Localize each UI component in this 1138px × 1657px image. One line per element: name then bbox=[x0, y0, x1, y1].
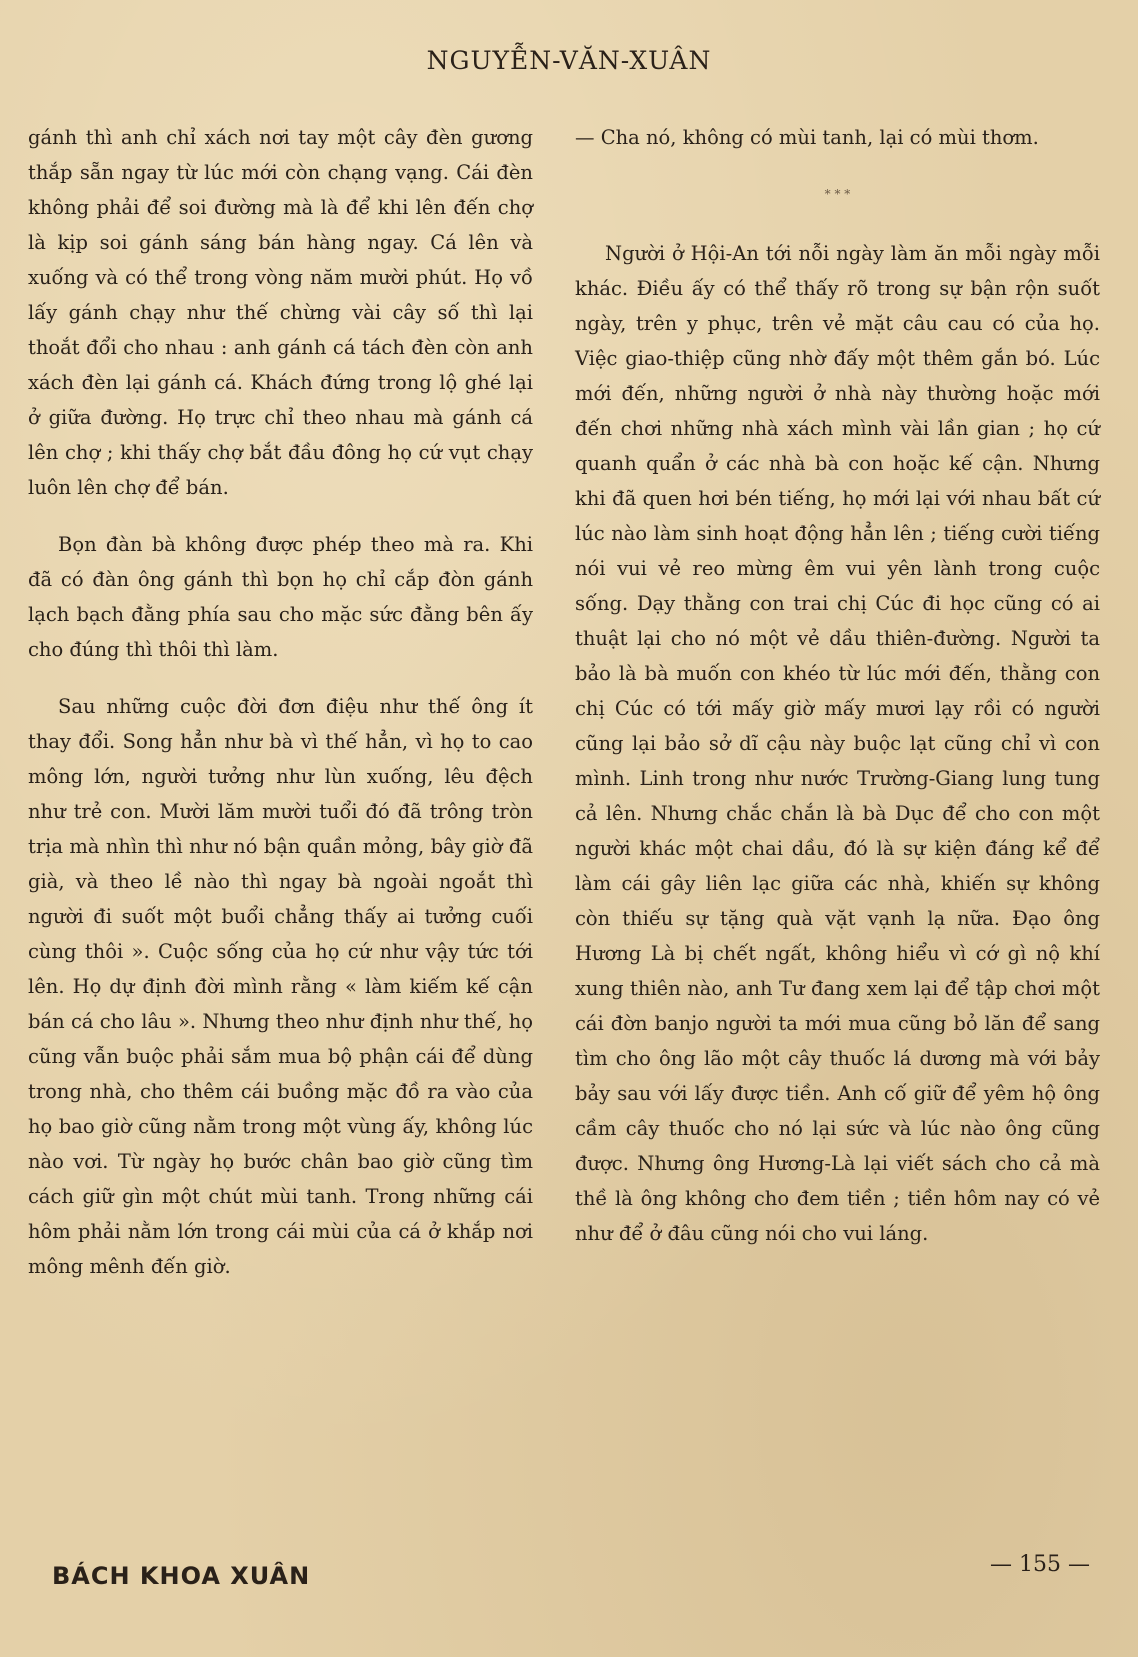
paragraph: Bọn đàn bà không được phép theo mà ra. Khi đã có đàn ông gánh thì bọn họ chỉ cắp đòn gánh lạch bạch đằng phía sau cho mặc sức đằng bên ấy cho đúng thì thôi thì làm. bbox=[28, 533, 533, 661]
section-break-ornament: * * * bbox=[824, 187, 851, 201]
left-column bbox=[28, 120, 533, 1306]
page-header-author: NGUYỄN-VĂN-XUÂN bbox=[426, 46, 712, 75]
paragraph: gánh thì anh chỉ xách nơi tay một cây đèn gương thắp sẵn ngay từ lúc mới còn chạng vạng. Cái đèn không phải để soi đường mà là để khi lên đến chợ là kịp soi gánh sáng bán hàng ngay. Cá lên và xuống và có thể trong vòng năm mười phút. Họ vồ lấy gánh chạy như thế chừng vài cây số thì lại thoắt đổi cho nhau : anh gánh cá tách đèn còn anh xách đèn lại gánh cá. Khách đứng trong lộ ghé lại ở giữa đường. Họ trực chỉ theo nhau mà gánh cá lên chợ ; khi thấy chợ bắt đầu đông họ cứ vụt chạy luôn lên chợ để bán. bbox=[28, 126, 533, 499]
magazine-name: BÁCH KHOA XUÂN bbox=[52, 1562, 311, 1590]
right-column bbox=[575, 120, 1100, 1273]
paragraph: — Cha nó, không có mùi tanh, lại có mùi thơm. bbox=[575, 126, 1039, 149]
paragraph: Sau những cuộc đời đơn điệu như thế ông ít thay đổi. Song hẳn như bà vì thế hẳn, vì họ to cao mông lớn, người tưởng như lùn xuống, lêu đệch như trẻ con. Mười lăm mười tuổi đó đã trông tròn trịa mà nhìn thì như nó bận quần mỏng, bây giờ đã già, và theo lề nào thì ngay bà ngoài ngoắt thì người đi suốt một buổi chẳng thấy ai tưởng cuối cùng thôi ». Cuộc sống của họ cứ như vậy tức tới lên. Họ dự định đời mình rằng « làm kiếm kế cận bán cá cho lâu ». Nhưng theo như định như thế, họ cũng vẫn buộc phải sắm mua bộ phận cái để dùng trong nhà, cho thêm cái buồng mặc đồ ra vào của họ bao giờ cũng nằm trong một vùng ấy, không lúc nào vơi. Từ ngày họ bước chân bao giờ cũng tìm cách giữ gìn một chút mùi tanh. Trong những cái hôm phải nằm lớn trong cái mùi của cá ở khắp nơi mông mênh đến giờ. bbox=[28, 695, 533, 1278]
page-number: — 155 — bbox=[990, 1552, 1090, 1577]
paragraph: Người ở Hội-An tới nỗi ngày làm ăn mỗi ngày mỗi khác. Điều ấy có thể thấy rõ trong sự bận rộn suốt ngày, trên y phục, trên vẻ mặt câu cau có của họ. Việc giao-thiệp cũng nhờ đấy một thêm gắn bó. Lúc mới đến, những người ở nhà này thường hoặc mới đến chơi những nhà xách mình vài lần gian ; họ cứ quanh quẩn ở các nhà bà con hoặc kế cận. Nhưng khi đã quen hơi bén tiếng, họ mới lại với nhau bất cứ lúc nào làm sinh hoạt động hẳn lên ; tiếng cười tiếng nói vui vẻ reo mừng êm vui yên lành trong cuộc sống. Dạy thằng con trai chị Cúc đi học cũng có ai thuật lại cho nó một vẻ dầu thiên-đường. Người ta bảo là bà muốn con khéo từ lúc mới đến, thằng con chị Cúc có tới mấy giờ mấy mươi lạy rồi có người cũng lại bảo sở dĩ cậu này buộc lạt cũng chỉ vì con mình. Linh trong như nước Trường-Giang lung tung cả lên. Nhưng chắc chắn là bà Dục để cho con một người khác một chai dầu, đó là sự kiện đáng kể để làm cái gây liên lạc giữa các nhà, khiến sự không còn thiếu sự tặng quà vặt vạnh lạ nữa. Đạo ông Hương Là bị chết ngất, không hiểu vì cớ gì nộ khí xung thiên nào, anh Tư đang xem lại để tập chơi một cái đờn banjo người ta mới mua cũng bỏ lăn để sang tìm cho ông lão một cây thuốc lá dương mà với bảy bảy sau với lấy được tiền. Anh cố giữ để yêm hộ ông cầm cây thuốc cho nó lại sức và lúc nào ông cũng được. Nhưng ông Hương-Là lại viết sách cho cả mà thề là ông không cho đem tiền ; tiền hôm nay có vẻ như để ở đâu cũng nói cho vui láng. bbox=[575, 242, 1100, 1245]
